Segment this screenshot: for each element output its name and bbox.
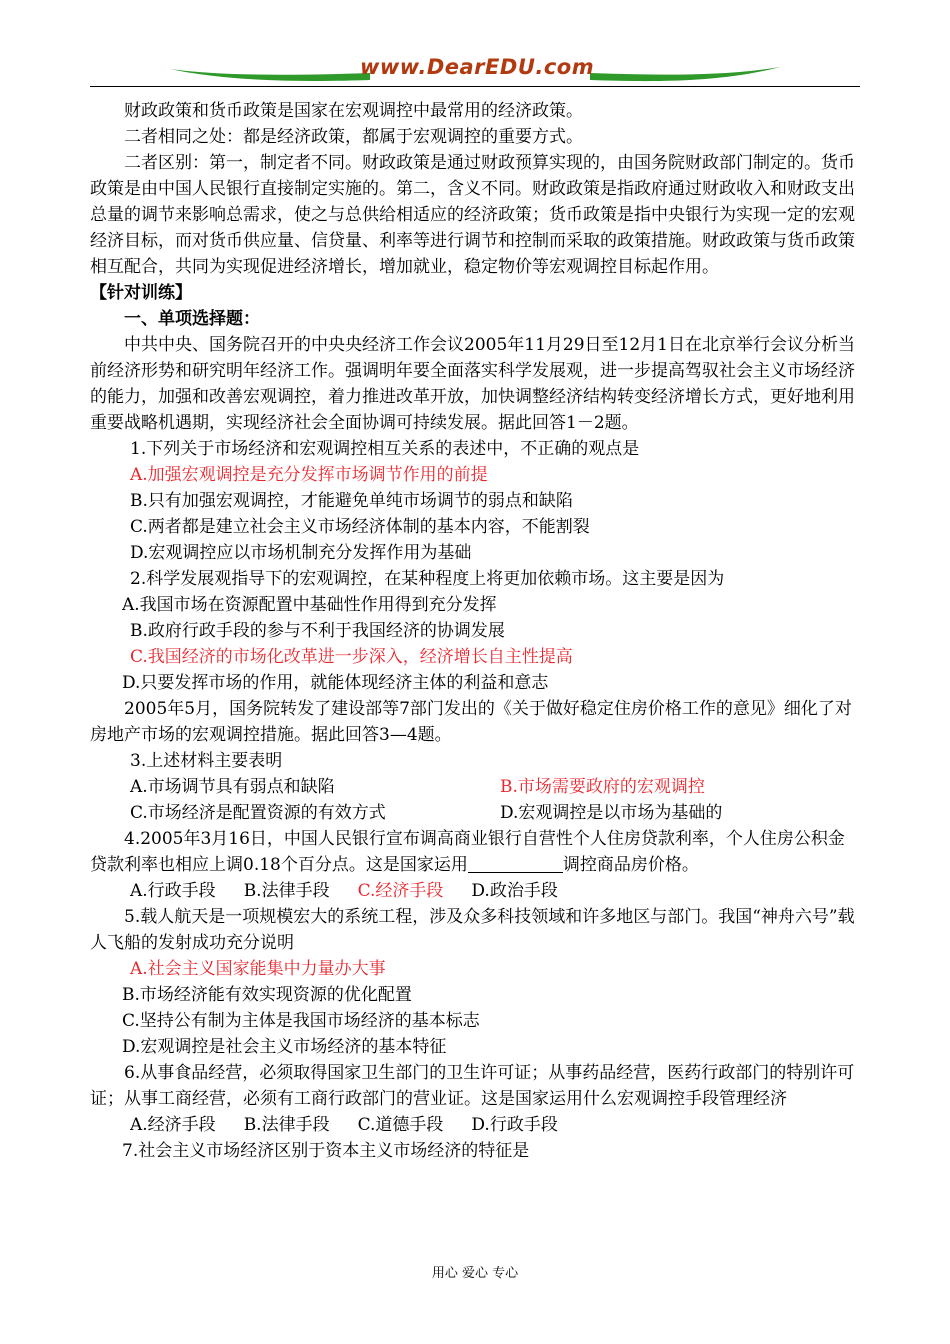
question-6-option-a: A.经济手段 xyxy=(130,1115,216,1135)
material-2: 2005年5月，国务院转发了建设部等7部门发出的《关于做好稳定住房价格工作的意见》细化了对房地产市场的宏观调控措施。据此回答3—4题。 xyxy=(90,699,852,745)
question-2-stem: 2.科学发展观指导下的宏观调控，在某种程度上将更加依赖市场。这主要是因为 xyxy=(130,569,725,589)
answer-blank xyxy=(468,854,563,873)
question-1-option-c: C.两者都是建立社会主义市场经济体制的基本内容，不能割裂 xyxy=(130,517,590,537)
question-3-option-d: D.宏观调控是以市场为基础的 xyxy=(500,803,723,823)
intro-paragraph-1: 财政政策和货币政策是国家在宏观调控中最常用的经济政策。 xyxy=(124,101,583,121)
document-body xyxy=(90,98,860,1164)
site-logo xyxy=(170,55,780,95)
logo-text: www.DearEDU.com xyxy=(360,55,595,79)
question-3-options-row-1 xyxy=(90,774,860,800)
intro-paragraph-2: 二者相同之处：都是经济政策，都属于宏观调控的重要方式。 xyxy=(124,127,583,147)
subsection-title: 一、单项选择题： xyxy=(124,309,260,329)
question-6-options xyxy=(90,1112,860,1138)
question-1-stem: 1.下列关于市场经济和宏观调控相互关系的表述中，不正确的观点是 xyxy=(130,439,640,459)
question-4-option-a: A.行政手段 xyxy=(130,881,216,901)
question-3-options-row-2 xyxy=(90,800,860,826)
question-4-option-b: B.法律手段 xyxy=(243,881,330,901)
question-4-stem-before: 4.2005年3月16日，中国人民银行宣布调高商业银行自营性个人住房贷款利率，个人住房公积金贷款利率也相应上调0.18个百分点。这是国家运用 xyxy=(90,829,845,875)
question-5-stem: 5.载人航天是一项规模宏大的系统工程，涉及众多科技领域和许多地区与部门。我国“神舟六号”载人飞船的发射成功充分说明 xyxy=(90,907,855,953)
question-6-option-b: B.法律手段 xyxy=(243,1115,330,1135)
question-3-stem: 3.上述材料主要表明 xyxy=(130,751,283,771)
material-1: 中共中央、国务院召开的中央央经济工作会议2005年11月29日至12月1日在北京举行会议分析当前经济形势和研究明年经济工作。强调明年要全面落实科学发展观，进一步提高驾驭社会主义市场经济的能力，加强和改善宏观调控，着力推进改革开放，加快调整经济结构转变经济增长方式，更好地利用重要战略机遇期，实现经济社会全面协调可持续发展。据此回答1－2题。 xyxy=(90,335,855,433)
header-divider xyxy=(90,86,860,87)
question-2-option-d: D.只要发挥市场的作用，就能体现经济主体的利益和意志 xyxy=(122,673,549,693)
question-6-stem: 6.从事食品经营，必须取得国家卫生部门的卫生许可证；从事药品经营，医药行政部门的特别许可证；从事工商经营，必须有工商行政部门的营业证。这是国家运用什么宏观调控手段管理经济 xyxy=(90,1063,855,1109)
intro-paragraph-3: 二者区别：第一，制定者不同。财政政策是通过财政预算实现的，由国务院财政部门制定的。货币政策是由中国人民银行直接制定实施的。第二，含义不同。财政政策是指政府通过财政收入和财政支出总量的调节来影响总需求，使之与总供给相适应的经济政策；货币政策是指中央银行为实现一定的宏观经济目标，而对货币供应量、信贷量、利率等进行调节和控制而采取的政策措施。财政政策与货币政策相互配合，共同为实现促进经济增长，增加就业，稳定物价等宏观调控目标起作用。 xyxy=(90,153,855,277)
question-3-option-b: B.市场需要政府的宏观调控 xyxy=(500,777,705,797)
question-1-option-b: B.只有加强宏观调控，才能避免单纯市场调节的弱点和缺陷 xyxy=(130,491,573,511)
question-5-option-d: D.宏观调控是社会主义市场经济的基本特征 xyxy=(122,1037,447,1057)
question-4-stem-after: 调控商品房价格。 xyxy=(562,855,699,875)
question-2-option-a: A.我国市场在资源配置中基础性作用得到充分发挥 xyxy=(122,595,497,615)
question-4-option-d: D.政治手段 xyxy=(471,881,558,901)
question-5-option-a: A.社会主义国家能集中力量办大事 xyxy=(130,959,386,979)
question-4-option-c: C.经济手段 xyxy=(357,881,444,901)
question-6-option-c: C.道德手段 xyxy=(357,1115,444,1135)
page-footer: 用心 爱心 专心 xyxy=(431,1266,519,1281)
question-2-option-b: B.政府行政手段的参与不利于我国经济的协调发展 xyxy=(130,621,505,641)
question-3-option-a: A.市场调节具有弱点和缺陷 xyxy=(130,777,335,797)
section-title: 【针对训练】 xyxy=(90,283,192,303)
question-4-stem xyxy=(90,826,860,878)
question-2-option-c: C.我国经济的市场化改革进一步深入，经济增长自主性提高 xyxy=(130,647,573,667)
question-1-option-d: D.宏观调控应以市场机制充分发挥作用为基础 xyxy=(130,543,472,563)
question-1-option-a: A.加强宏观调控是充分发挥市场调节作用的前提 xyxy=(130,465,488,485)
question-5-option-b: B.市场经济能有效实现资源的优化配置 xyxy=(122,985,412,1005)
question-4-options xyxy=(90,878,860,904)
question-6-option-d: D.行政手段 xyxy=(471,1115,558,1135)
question-3-option-c: C.市场经济是配置资源的有效方式 xyxy=(130,803,386,823)
question-5-option-c: C.坚持公有制为主体是我国市场经济的基本标志 xyxy=(122,1011,480,1031)
question-7-stem: 7.社会主义市场经济区别于资本主义市场经济的特征是 xyxy=(122,1141,530,1161)
